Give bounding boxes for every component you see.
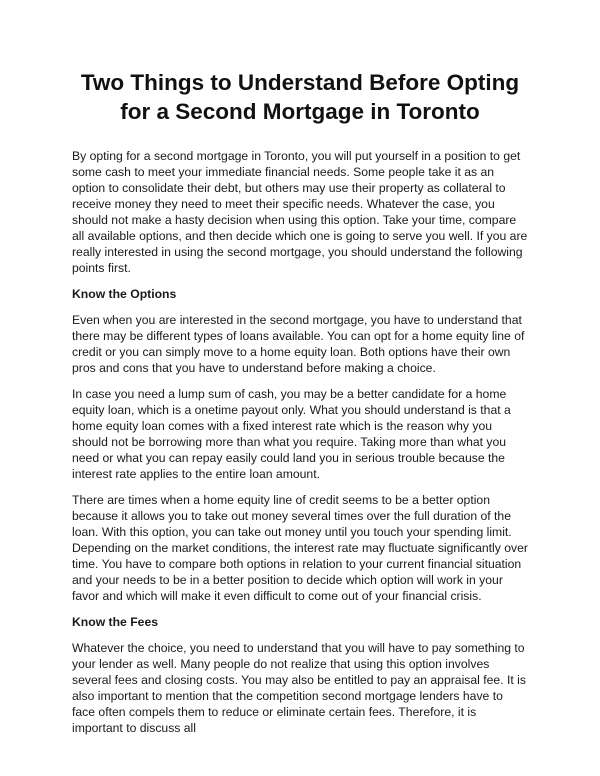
page-title: Two Things to Understand Before Opting for a Second Mortgage in Toronto [80, 70, 520, 124]
intro-paragraph: By opting for a second mortgage in Toronto, you will put yourself in a position to get some cash to meet your immediate financial needs. Some people take it as an option to consolidate their debt, but others may use their property as collateral to receive money they need to meet their specific needs. Whatever the case, you should not make a hasty decision when using this option. Take your time, compare all available options, and then decide which one is going to serve you well. If you are really interested in using the second mortgage, you should understand the following points first. [72, 149, 528, 275]
options-paragraph-1: Even when you are interested in the second mortgage, you have to understand that there may be different types of loans available. You can opt for a home equity line of credit or you can simply move to a home equity loan. Both options have their own pros and cons that you have to understand before making a choice. [72, 313, 525, 375]
fees-paragraph-1: Whatever the choice, you need to understand that you will have to pay something to your lender as well. Many people do not realize that using this option involves several fees and closing costs. You may also be entitled to pay an appraisal fee. It is also important to mention that the competition second mortgage lenders have to face often compels them to reduce or eliminate certain fees. Therefore, it is important to discuss all [72, 641, 526, 735]
options-paragraph-2: In case you need a lump sum of cash, you may be a better candidate for a home equity loan, which is a onetime payout only. What you should understand is that a home equity loan comes with a fixed interest rate which is the reason why you should not be borrowing more than what you require. Taking more than what you need or what you can repay easily could land you in serious trouble because the interest rate applies to the entire loan amount. [72, 387, 511, 481]
section-heading-options: Know the Options [72, 287, 177, 301]
options-paragraph-3: There are times when a home equity line of credit seems to be a better option because it allows you to take out money several times over the full duration of the loan. With this option, you can take out money until you touch your spending limit. Depending on the market conditions, the interest rate may fluctuate significantly over time. You have to compare both options in relation to your current financial situation and your needs to be in a better position to decide which option will work in your favor and which will make it even difficult to come out of your financial crisis. [72, 493, 528, 603]
section-heading-fees: Know the Fees [72, 615, 159, 629]
